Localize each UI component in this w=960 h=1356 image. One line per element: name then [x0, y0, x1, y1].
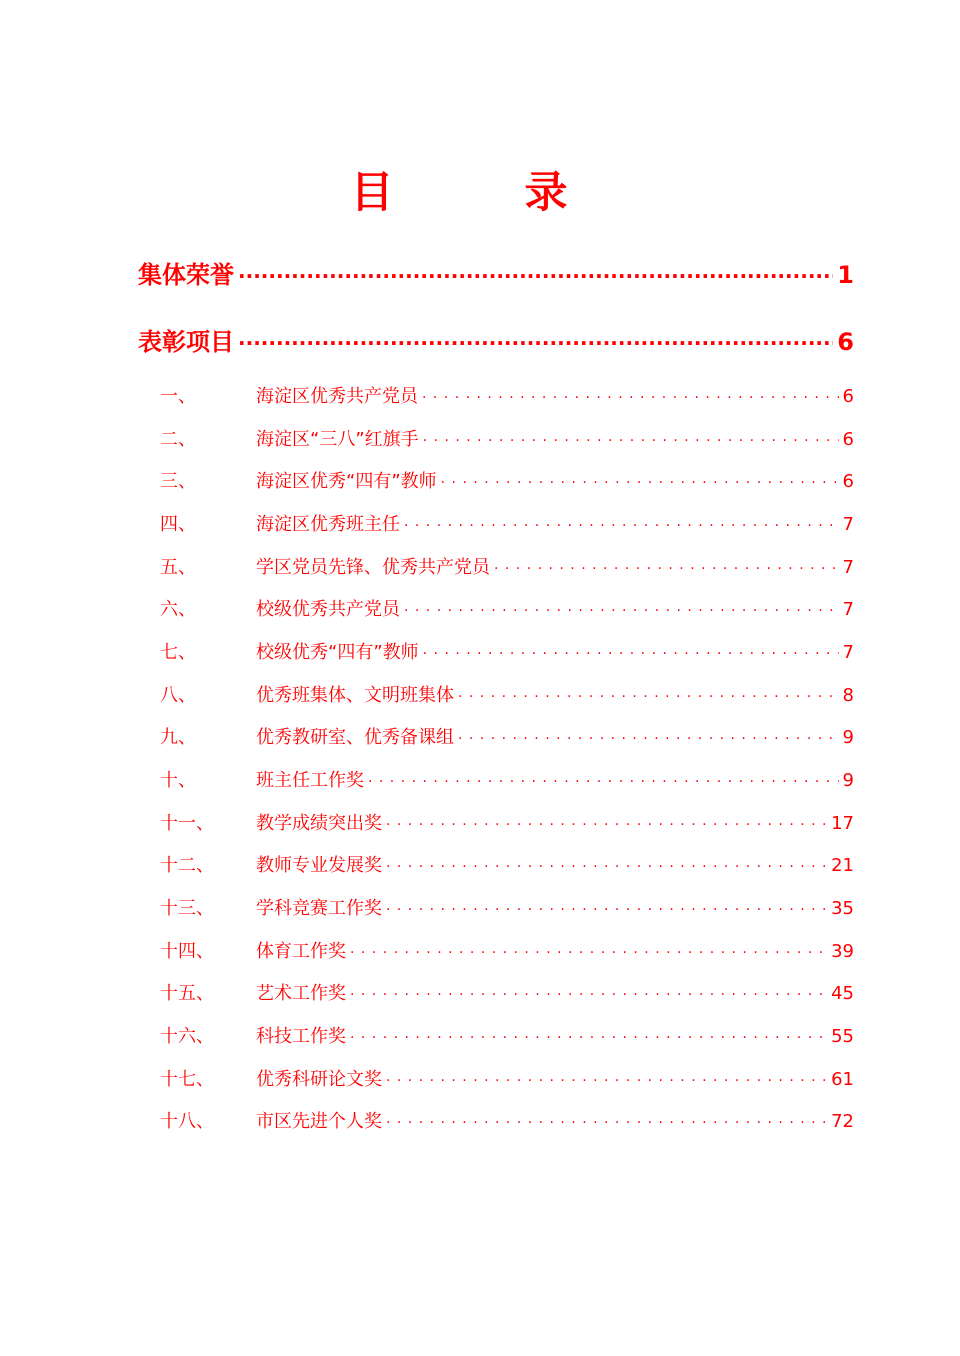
toc-item-label: 优秀教研室、优秀备课组: [256, 727, 454, 748]
dot-leader: [441, 469, 839, 487]
toc-item-label: 班主任工作奖: [256, 770, 364, 791]
toc-item-number: 十二、: [160, 855, 214, 876]
toc-item[interactable]: [160, 851, 854, 881]
toc-page-number: 61: [831, 1069, 854, 1090]
toc-page-number: 9: [842, 770, 854, 791]
dot-leader: [350, 939, 827, 957]
toc-item[interactable]: [160, 425, 854, 455]
dot-leader: [422, 384, 839, 402]
toc-section-label: 表彰项目: [138, 328, 234, 356]
toc-item-label: 艺术工作奖: [256, 983, 346, 1004]
toc-page-number: 9: [842, 727, 854, 748]
toc-item[interactable]: [160, 894, 854, 924]
toc-item[interactable]: [160, 1107, 854, 1137]
toc-item-label: 校级优秀共产党员: [256, 599, 400, 620]
toc-item-label: 海淀区优秀共产党员: [256, 386, 418, 407]
toc-item-number: 十三、: [160, 898, 214, 919]
toc-page-number: 7: [842, 514, 854, 535]
toc-page-number: 7: [842, 642, 854, 663]
toc-item-number: 十五、: [160, 983, 214, 1004]
toc-item-label: 学区党员先锋、优秀共产党员: [256, 557, 490, 578]
dot-leader: [458, 725, 839, 743]
toc-item[interactable]: [160, 937, 854, 967]
toc-item-number: 三、: [160, 471, 196, 492]
dot-leader: [423, 640, 839, 658]
page-title: 目 录: [350, 168, 626, 218]
toc-page-number: 72: [831, 1111, 854, 1132]
toc-page-number: 7: [842, 557, 854, 578]
toc-item[interactable]: [160, 467, 854, 497]
toc-item[interactable]: [160, 979, 854, 1009]
toc-item-number: 十七、: [160, 1069, 214, 1090]
toc-item-number: 十八、: [160, 1111, 214, 1132]
dot-leader: [386, 811, 827, 829]
toc-page-number: 6: [842, 471, 854, 492]
toc-item-label: 海淀区优秀班主任: [256, 514, 400, 535]
toc-item[interactable]: [160, 553, 854, 583]
dot-leader: [386, 1109, 827, 1127]
toc-item-label: 海淀区优秀“四有”教师: [256, 471, 437, 492]
toc-item[interactable]: [160, 1022, 854, 1052]
dot-leader: [238, 326, 833, 350]
dot-leader: [350, 981, 827, 999]
toc-section-collective-honors[interactable]: [138, 255, 854, 295]
toc-item-label: 校级优秀“四有”教师: [256, 642, 419, 663]
toc-item-label: 教师专业发展奖: [256, 855, 382, 876]
toc-item-number: 九、: [160, 727, 196, 748]
toc-item-number: 十四、: [160, 941, 214, 962]
dot-leader: [404, 597, 839, 615]
toc-item-number: 十、: [160, 770, 196, 791]
toc-item-number: 十一、: [160, 813, 214, 834]
toc-item-label: 优秀科研论文奖: [256, 1069, 382, 1090]
toc-page-number: 8: [842, 685, 854, 706]
toc-page-number: 39: [831, 941, 854, 962]
toc-item[interactable]: [160, 723, 854, 753]
dot-leader: [386, 1067, 827, 1085]
toc-item-label: 学科竞赛工作奖: [256, 898, 382, 919]
toc-item[interactable]: [160, 638, 854, 668]
dot-leader: [368, 768, 839, 786]
toc-page-number: 6: [842, 429, 854, 450]
toc-item-label: 体育工作奖: [256, 941, 346, 962]
toc-item[interactable]: [160, 510, 854, 540]
toc-page-number: 6: [837, 328, 854, 356]
toc-page-number: 7: [842, 599, 854, 620]
toc-item-label: 海淀区“三八”红旗手: [256, 429, 419, 450]
toc-item-number: 一、: [160, 386, 196, 407]
dot-leader: [423, 427, 839, 445]
toc-item-number: 六、: [160, 599, 196, 620]
toc-page-number: 21: [831, 855, 854, 876]
toc-item[interactable]: [160, 809, 854, 839]
dot-leader: [350, 1024, 827, 1042]
toc-item[interactable]: [160, 681, 854, 711]
toc-item-number: 五、: [160, 557, 196, 578]
toc-item[interactable]: [160, 382, 854, 412]
toc-item-label: 优秀班集体、文明班集体: [256, 685, 454, 706]
dot-leader: [238, 259, 833, 283]
toc-item-label: 科技工作奖: [256, 1026, 346, 1047]
toc-page-number: 45: [831, 983, 854, 1004]
toc-item-label: 教学成绩突出奖: [256, 813, 382, 834]
toc-page-number: 17: [831, 813, 854, 834]
toc-page-number: 55: [831, 1026, 854, 1047]
toc-item-number: 二、: [160, 429, 196, 450]
toc-item[interactable]: [160, 766, 854, 796]
toc-section-commendations[interactable]: [138, 322, 854, 362]
toc-item-label: 市区先进个人奖: [256, 1111, 382, 1132]
toc-item-number: 八、: [160, 685, 196, 706]
dot-leader: [494, 555, 839, 573]
toc-section-label: 集体荣誉: [138, 261, 234, 289]
toc-item-number: 七、: [160, 642, 196, 663]
toc-item-number: 十六、: [160, 1026, 214, 1047]
toc-page-number: 35: [831, 898, 854, 919]
toc-page-number: 6: [842, 386, 854, 407]
toc-item-number: 四、: [160, 514, 196, 535]
dot-leader: [386, 896, 827, 914]
dot-leader: [404, 512, 839, 530]
dot-leader: [386, 853, 827, 871]
toc-item[interactable]: [160, 1065, 854, 1095]
toc-page-number: 1: [837, 261, 854, 289]
toc-item[interactable]: [160, 595, 854, 625]
dot-leader: [458, 683, 839, 701]
